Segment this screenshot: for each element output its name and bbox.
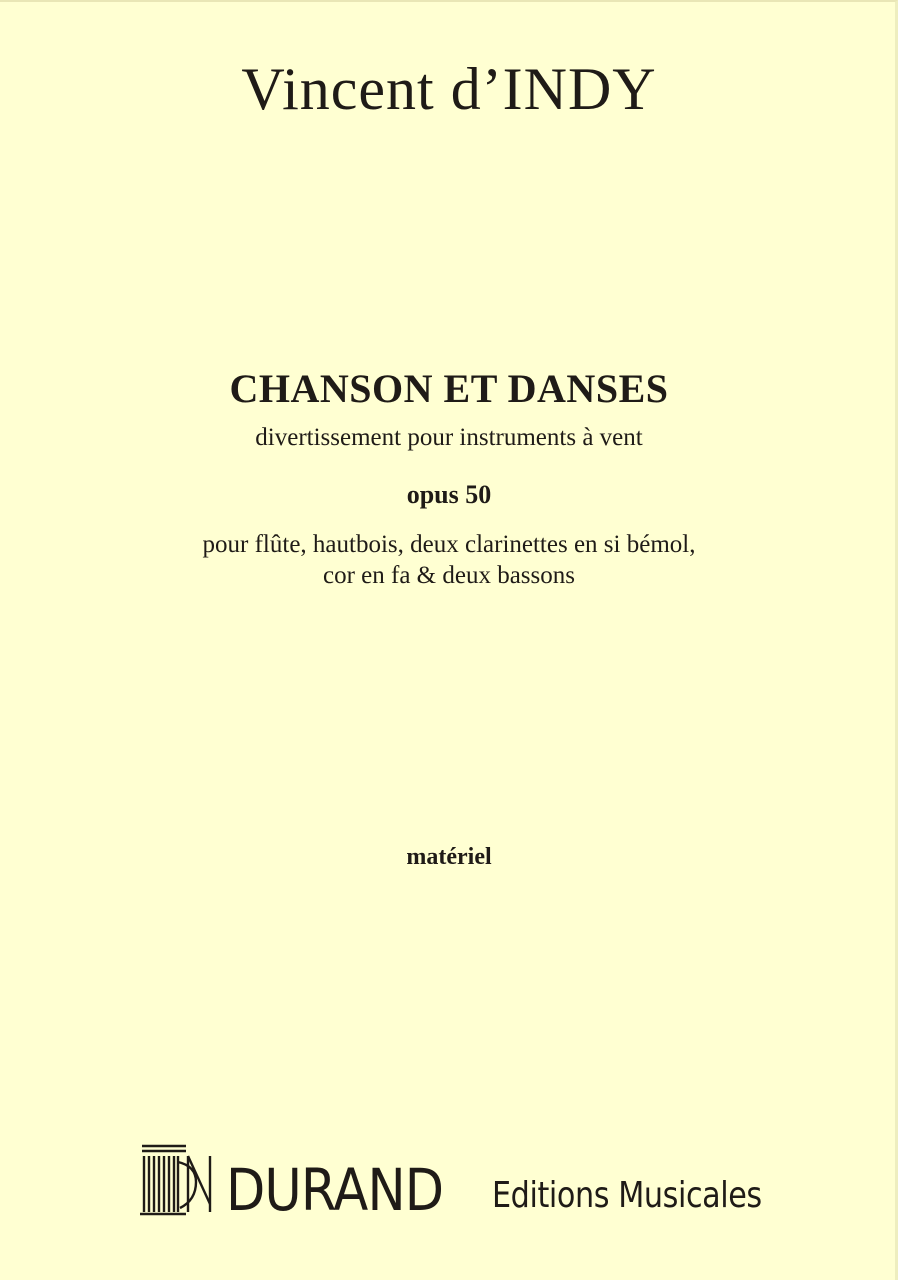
instrumentation-line-2: cor en fa & deux bassons xyxy=(322,562,575,589)
composer-name: Vincent d’INDY xyxy=(241,56,657,122)
work-title: CHANSON ET DANSES xyxy=(229,366,669,411)
work-subtitle: divertissement pour instruments à vent xyxy=(255,424,643,451)
publisher-imprint: Editions Musicales xyxy=(492,1175,762,1216)
publisher-name: DURAND xyxy=(226,1156,444,1224)
instrumentation-line-1: pour flûte, hautbois, deux clarinettes en si bémol, xyxy=(202,531,696,558)
edition-type: matériel xyxy=(406,844,492,870)
durand-columns-logo-icon xyxy=(140,1142,214,1216)
opus-number: opus 50 xyxy=(406,480,492,509)
